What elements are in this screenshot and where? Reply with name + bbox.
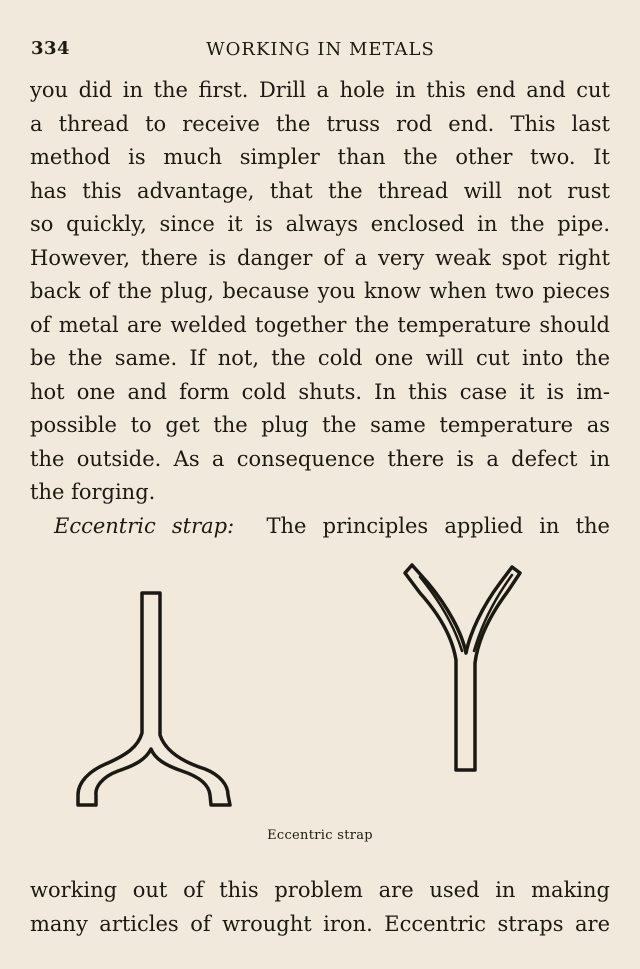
- text-line: However, there is danger of a very weak spot right: [30, 245, 610, 270]
- page-number: 334: [31, 38, 71, 59]
- text-line: the forging.: [30, 480, 156, 504]
- text-line: working out of this problem are used in making: [30, 878, 610, 902]
- text-line: so quickly, since it is always enclosed in the pipe.: [30, 212, 610, 236]
- y-strap-drawing: [405, 565, 520, 770]
- forked-strap-drawing: [78, 593, 230, 805]
- text-line: the outside. As a consequence there is a defect in: [30, 446, 610, 471]
- running-title: WORKING IN METALS: [206, 39, 435, 60]
- text-line: you did in the first. Drill a hole in this end and cut: [30, 78, 610, 102]
- page-header: [31, 38, 610, 64]
- paragraph-2-first-line: [30, 510, 610, 544]
- text-line: of metal are welded together the temperature should: [30, 312, 610, 337]
- text-line: has this advantage, that the thread will not rust: [30, 178, 610, 203]
- figure-caption: Eccentric strap: [267, 828, 373, 843]
- text-segment: The principles applied in the: [266, 513, 610, 538]
- text-line: back of the plug, because you know when two pieces: [30, 279, 610, 303]
- paragraph-1: [30, 74, 610, 543]
- eccentric-strap-illustration: [60, 555, 600, 825]
- text-line: be the same. If not, the cold one will cut into the: [30, 346, 610, 370]
- paragraph-3: [30, 874, 610, 941]
- text-line: method is much simpler than the other two. It: [30, 145, 610, 169]
- text-line: possible to get the plug the same temperature as: [30, 413, 610, 437]
- text-line: many articles of wrought iron. Eccentric straps are: [30, 911, 610, 936]
- text-line: hot one and form cold shuts. In this case it is im-: [30, 379, 610, 404]
- text-line: a thread to receive the truss rod end. This last: [30, 111, 610, 136]
- lead-in-heading: Eccentric strap:: [54, 513, 235, 538]
